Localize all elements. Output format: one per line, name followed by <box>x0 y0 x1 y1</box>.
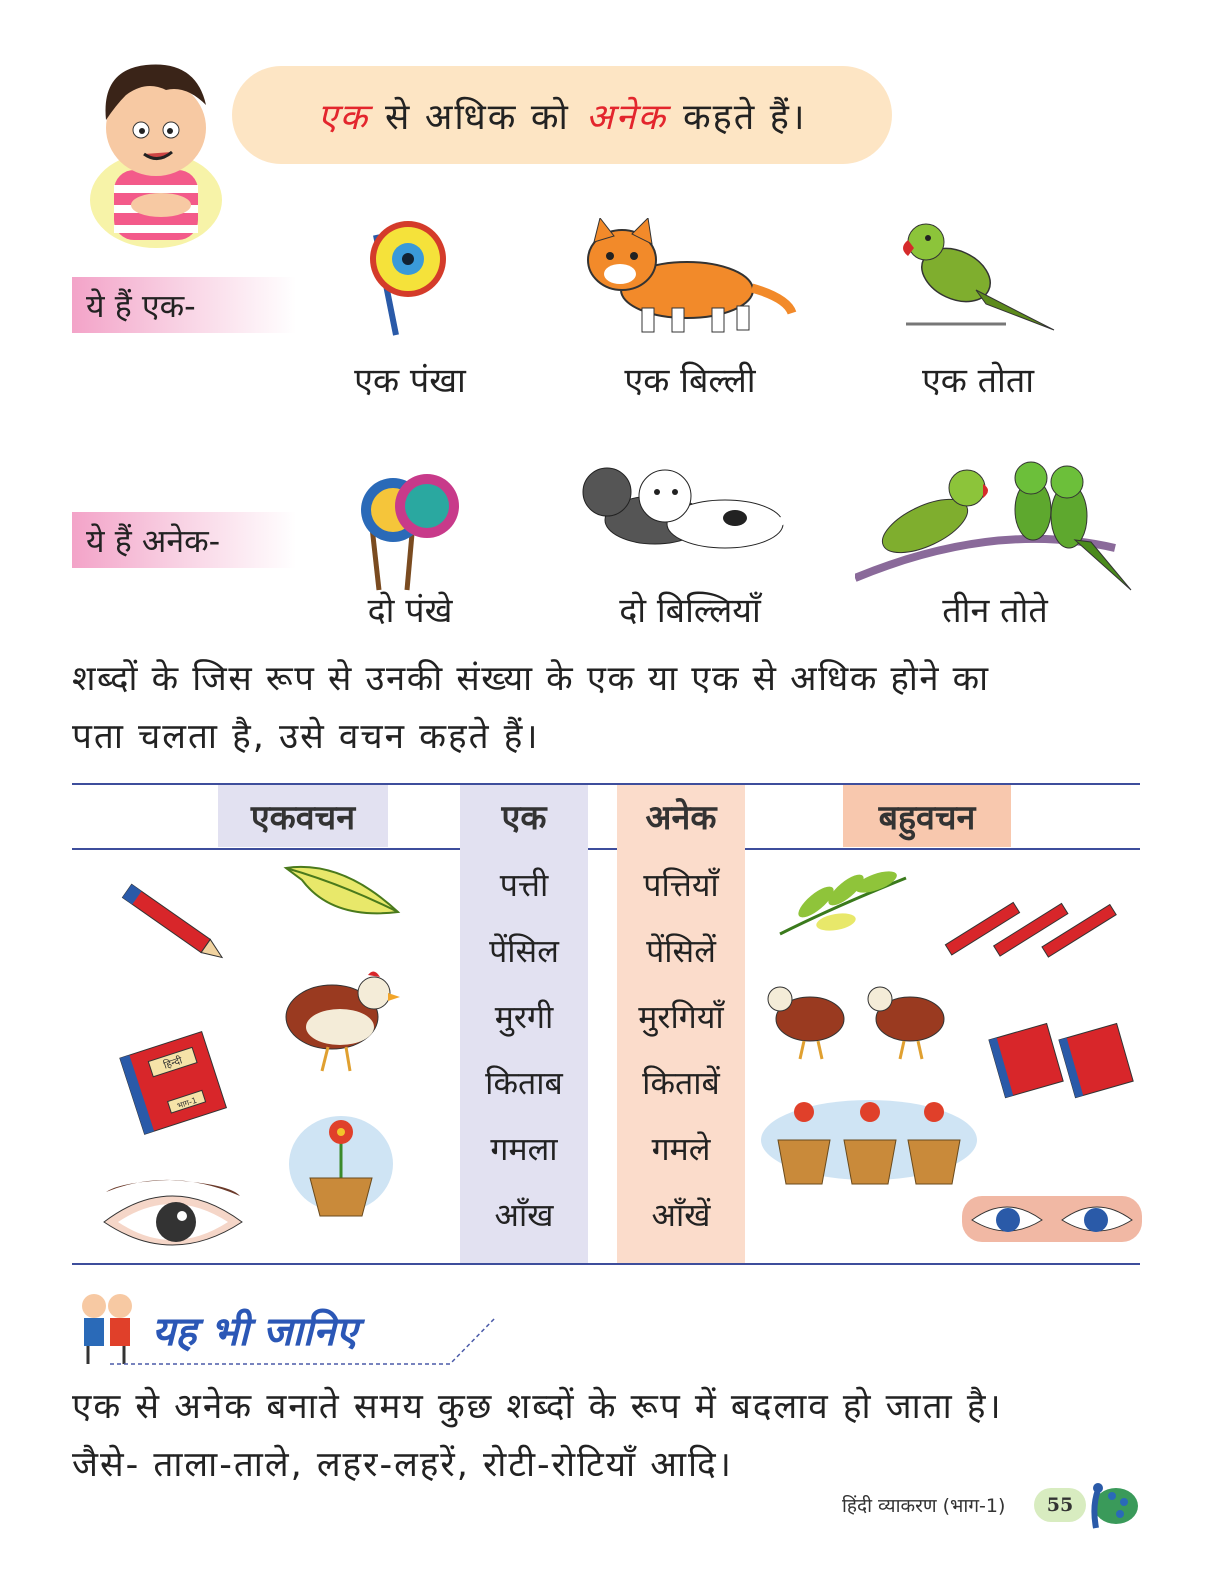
singular-word-pot: गमला <box>490 1130 558 1168</box>
cat-icon <box>582 218 798 336</box>
know-more-line-2: जैसे- ताला-ताले, लहर-लहरें, रोटी-रोटियाँ आदि। <box>72 1445 733 1485</box>
caption-one-parrot: एक तोता <box>921 361 1035 401</box>
intro-word-ek: एक <box>317 96 370 138</box>
tag-plural <box>72 512 296 568</box>
header-bahuvachan <box>843 785 1011 847</box>
tag-singular-label: ये हैं एक- <box>86 286 196 325</box>
book-icon <box>116 1028 236 1136</box>
caption-one-fan: एक पंखा <box>354 361 466 401</box>
intro-text-2: कहते हैं। <box>683 96 807 138</box>
caption-three-parrots: तीन तोते <box>942 591 1048 631</box>
plural-word-pencils: पेंसिलें <box>646 932 716 970</box>
singular-word-pencil: पेंसिल <box>489 932 559 970</box>
intro-text-1: से अधिक को <box>385 96 570 138</box>
singular-word-book: किताब <box>485 1064 563 1102</box>
intro-sentence <box>232 66 892 164</box>
header-bahuvachan-label: बहुवचन <box>878 798 976 838</box>
singular-word-leaf: पत्ती <box>499 866 549 904</box>
singular-word-eye: आँख <box>494 1196 554 1234</box>
flowerpots-icon <box>760 1096 978 1186</box>
table-bottom-rule <box>72 1263 1140 1265</box>
plural-word-hens: मुरगियाँ <box>638 998 724 1036</box>
books-icon <box>988 1020 1144 1102</box>
plural-word-pots: गमले <box>651 1130 711 1168</box>
hen-icon <box>280 965 402 1077</box>
hens-icon <box>764 975 950 1061</box>
know-more-line-1: एक से अनेक बनाते समय कुछ शब्दों के रूप में बदलाव हो जाता है। <box>72 1387 1003 1427</box>
pencils-icon <box>944 894 1134 966</box>
tag-plural-label: ये हैं अनेक- <box>86 521 221 560</box>
leaves-icon <box>776 866 912 938</box>
two-cats-icon <box>575 460 805 560</box>
boy-illustration <box>86 50 226 250</box>
parrot-icon <box>896 220 1056 336</box>
intro-word-anek: अनेक <box>585 96 667 138</box>
eyes-icon <box>962 1186 1142 1246</box>
page-number <box>1034 1488 1086 1522</box>
three-parrots-icon <box>855 460 1137 595</box>
know-more-dashed-line <box>100 1314 500 1370</box>
two-fans-icon <box>355 470 465 592</box>
book-label: हिन्दी <box>162 1055 184 1072</box>
header-anek-label: अनेक <box>645 798 717 838</box>
leaf-icon <box>282 860 402 922</box>
tag-singular <box>72 277 296 333</box>
definition-line-2: पता चलता है, उसे वचन कहते हैं। <box>72 717 540 757</box>
caption-two-cats: दो बिल्लियाँ <box>619 591 761 631</box>
header-ek <box>460 785 588 847</box>
header-ekvachan-label: एकवचन <box>250 798 356 838</box>
page-number-value: 55 <box>1046 1494 1074 1516</box>
book-part: भाग-1 <box>176 1095 199 1111</box>
footer-book-title: हिंदी व्याकरण (भाग-1) <box>842 1495 1006 1517</box>
caption-two-fans: दो पंखे <box>367 591 453 631</box>
eye-icon <box>100 1176 246 1254</box>
definition-line-1: शब्दों के जिस रूप से उनकी संख्या के एक या एक से अधिक होने का <box>72 659 990 699</box>
plural-word-eyes: आँखें <box>651 1196 711 1234</box>
header-ek-label: एक <box>501 798 547 838</box>
know-more-title: यह भी जानिए <box>152 1309 358 1355</box>
plural-word-books: किताबें <box>642 1064 720 1102</box>
header-ekvachan <box>218 785 388 847</box>
plural-word-leaves: पत्तियाँ <box>643 866 719 904</box>
fan-icon <box>362 215 454 337</box>
pencil-icon <box>112 880 236 970</box>
flowerpot-icon <box>288 1108 394 1220</box>
caption-one-cat: एक बिल्ली <box>624 361 756 401</box>
table-header-rule <box>72 848 1140 850</box>
singular-word-list <box>460 852 588 1248</box>
peacock-icon <box>1082 1476 1140 1534</box>
plural-word-list <box>617 852 745 1248</box>
header-anek <box>617 785 745 847</box>
singular-word-hen: मुरगी <box>494 998 554 1036</box>
